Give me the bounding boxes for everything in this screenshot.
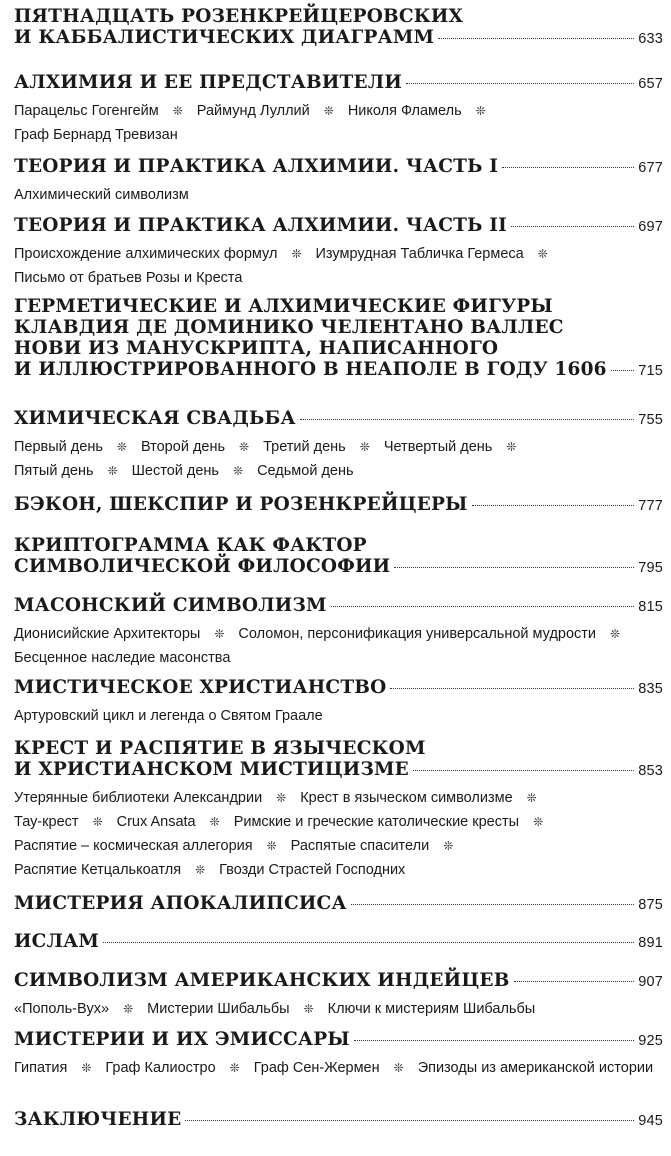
toc-entry [14,296,663,382]
leader-dots [331,606,634,607]
toc-subtopics [14,183,663,207]
toc-entry [14,931,663,954]
toc-entry-title [14,296,663,382]
separator-icon: ❊ [276,791,287,805]
subtopic: Утерянные библиотеки Александрии [14,790,263,806]
subtopic: Ключи к мистериям Шибальбы [327,1001,536,1017]
toc-entry-title [14,595,663,618]
toc-entry-title [14,535,663,579]
page-number: 657 [638,76,663,92]
toc-subtopics [14,435,663,483]
toc-entry [14,970,663,1021]
toc-entry [14,1029,663,1080]
page-number: 697 [638,219,663,235]
toc-subtopics [14,622,663,670]
subtopic: Крест в языческом символизме [300,790,513,806]
separator-icon: ❊ [229,1061,240,1075]
leader-dots [413,770,634,771]
toc-entry-title [14,156,663,179]
toc-entry [14,595,663,670]
leader-dots [300,419,634,420]
toc-entry [14,215,663,290]
subtopic: Парацельс Гогенгейм [14,103,159,119]
page-number: 925 [638,1033,663,1049]
toc-entry-title [14,931,663,954]
separator-icon: ❊ [533,815,544,829]
toc-subtopics [14,1056,663,1080]
title-line: СИМВОЛИЗМ АМЕРИКАНСКИХ ИНДЕЙЦЕВ [14,970,510,991]
toc-entry [14,1109,663,1132]
page-number: 795 [638,560,663,576]
title-line: ТЕОРИЯ И ПРАКТИКА АЛХИМИИ. ЧАСТЬ I [14,156,499,177]
subtopic: Николя Фламель [347,103,462,119]
separator-icon: ❊ [107,464,118,478]
separator-icon: ❊ [116,440,127,454]
toc-entry-title [14,1109,663,1132]
toc-entry-title [14,738,663,782]
leader-dots [511,226,634,227]
subtopic: Эпизоды из американской истории [417,1060,654,1076]
page-number: 677 [638,160,663,176]
leader-dots [394,567,634,568]
subtopic: Тау-крест [14,814,79,830]
subtopic: Пятый день [14,463,94,479]
subtopic: Алхимический символизм [14,187,189,203]
toc-entry-title [14,893,663,916]
toc-entry [14,677,663,728]
separator-icon: ❊ [393,1061,404,1075]
page-number: 875 [638,897,663,913]
toc-subtopics [14,786,663,882]
subtopic: Соломон, персонификация универсальной мудрости [238,626,597,642]
separator-icon: ❊ [475,104,486,118]
separator-icon: ❊ [610,627,621,641]
separator-icon: ❊ [92,815,103,829]
toc-entry-title [14,677,663,700]
subtopic: Граф Сен-Жермен [253,1060,380,1076]
title-line: НОВИ ИЗ МАНУСКРИПТА, НАПИСАННОГО [14,338,499,359]
title-line: ЗАКЛЮЧЕНИЕ [14,1109,182,1130]
page-number: 835 [638,681,663,697]
separator-icon: ❊ [291,247,302,261]
leader-dots [514,981,635,982]
title-line: И ИЛЛЮСТРИРОВАННОГО В НЕАПОЛЕ В ГОДУ 1606 [14,359,607,380]
leader-dots [502,167,634,168]
subtopic: Седьмой день [257,463,354,479]
toc-entry-title [14,1029,663,1052]
title-line: И КАББАЛИСТИЧЕСКИХ ДИАГРАММ [14,27,435,48]
subtopic: Раймунд Луллий [196,103,310,119]
separator-icon: ❊ [266,839,277,853]
toc-entry [14,893,663,916]
separator-icon: ❊ [239,440,250,454]
page-number: 777 [638,498,663,514]
subtopic: Второй день [140,439,226,455]
subtopic: Гипатия [14,1060,68,1076]
subtopic: Третий день [263,439,346,455]
page-number: 815 [638,599,663,615]
leader-dots [185,1120,634,1121]
separator-icon: ❊ [195,863,206,877]
toc-entry-title [14,408,663,431]
subtopic: Шестой день [131,463,219,479]
page-number: 755 [638,412,663,428]
leader-dots [438,38,634,39]
page-number: 715 [638,363,663,379]
page-number: 853 [638,763,663,779]
title-line: МИСТЕРИЯ АПОКАЛИПСИСА [14,893,347,914]
leader-dots [611,370,634,371]
toc-entry [14,408,663,483]
subtopic: Гвозди Страстей Господних [219,862,406,878]
subtopic: Распятие – космическая аллегория [14,838,253,854]
toc-subtopics [14,704,663,728]
page-number: 891 [638,935,663,951]
separator-icon: ❊ [359,440,370,454]
toc-entry [14,494,663,517]
title-line: БЭКОН, ШЕКСПИР И РОЗЕНКРЕЙЦЕРЫ [14,494,468,515]
toc-entry [14,738,663,882]
toc-subtopics [14,997,663,1021]
subtopic: Артуровский цикл и легенда о Святом Граале [14,708,323,724]
title-line: ИСЛАМ [14,931,100,952]
leader-dots [351,904,634,905]
subtopic: «Пополь-Вух» [14,1001,110,1017]
separator-icon: ❊ [443,839,454,853]
title-line: МАСОНСКИЙ СИМВОЛИЗМ [14,595,327,616]
subtopic: Граф Калиостро [105,1060,216,1076]
separator-icon: ❊ [233,464,244,478]
title-line: КЛАВДИЯ ДЕ ДОМИНИКО ЧЕЛЕНТАНО ВАЛЛЕС [14,317,564,338]
separator-icon: ❊ [209,815,220,829]
title-line: И ХРИСТИАНСКОМ МИСТИЦИЗМЕ [14,759,409,780]
subtopic: Граф Бернард Тревизан [14,127,178,143]
toc-entry-title [14,970,663,993]
title-line: МИСТЕРИИ И ИХ ЭМИССАРЫ [14,1029,350,1050]
subtopic: Четвертый день [383,439,493,455]
separator-icon: ❊ [303,1002,314,1016]
separator-icon: ❊ [537,247,548,261]
subtopic: Распятие Кетцалькоатля [14,862,182,878]
toc-entry-title [14,494,663,517]
page-number: 633 [638,31,663,47]
title-line: МИСТИЧЕСКОЕ ХРИСТИАНСТВО [14,677,387,698]
subtopic: Изумрудная Табличка Гермеса [315,246,524,262]
separator-icon: ❊ [526,791,537,805]
toc-subtopics [14,242,663,290]
subtopic: Дионисийские Архитекторы [14,626,201,642]
separator-icon: ❊ [323,104,334,118]
leader-dots [103,942,634,943]
title-line: ПЯТНАДЦАТЬ РОЗЕНКРЕЙЦЕРОВСКИХ [14,6,464,27]
subtopic: Мистерии Шибальбы [147,1001,290,1017]
toc-subtopics [14,99,663,147]
title-line: АЛХИМИЯ И ЕЕ ПРЕДСТАВИТЕЛИ [14,72,403,93]
leader-dots [472,505,635,506]
separator-icon: ❊ [172,104,183,118]
leader-dots [354,1040,634,1041]
subtopic: Распятые спасители [290,838,430,854]
separator-icon: ❊ [214,627,225,641]
subtopic: Первый день [14,439,103,455]
subtopic: Письмо от братьев Розы и Креста [14,270,243,286]
title-line: КРИПТОГРАММА КАК ФАКТОР [14,535,367,556]
leader-dots [390,688,634,689]
title-line: ТЕОРИЯ И ПРАКТИКА АЛХИМИИ. ЧАСТЬ II [14,215,507,236]
toc-entry [14,535,663,579]
title-line: ГЕРМЕТИЧЕСКИЕ И АЛХИМИЧЕСКИЕ ФИГУРЫ [14,296,553,317]
subtopic: Crux Ansata [116,814,196,830]
subtopic: Происхождение алхимических формул [14,246,278,262]
leader-dots [406,83,634,84]
title-line: КРЕСТ И РАСПЯТИЕ В ЯЗЫЧЕСКОМ [14,738,426,759]
title-line: СИМВОЛИЧЕСКОЙ ФИЛОСОФИИ [14,556,391,577]
page-number: 945 [638,1113,663,1129]
separator-icon: ❊ [123,1002,134,1016]
page-number: 907 [638,974,663,990]
toc-entry [14,72,663,147]
title-line: ХИМИЧЕСКАЯ СВАДЬБА [14,408,296,429]
subtopic: Бесценное наследие масонства [14,650,231,666]
toc-entry [14,6,663,50]
subtopic: Римские и греческие католические кресты [233,814,520,830]
separator-icon: ❊ [506,440,517,454]
toc-entry-title [14,6,663,50]
toc-entry-title [14,215,663,238]
toc-entry-title [14,72,663,95]
separator-icon: ❊ [81,1061,92,1075]
toc-entry [14,156,663,207]
